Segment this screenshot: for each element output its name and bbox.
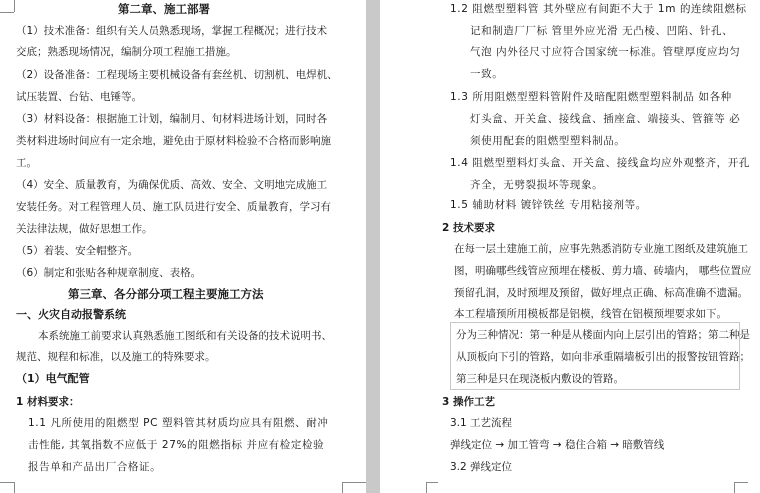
crop-mark: [14, 482, 15, 493]
paragraph-line: 1.5 辅助材料 镀锌铁丝 专用粘接剂等。: [450, 199, 647, 211]
document-page-right: [380, 0, 760, 493]
paragraph-line: 规范、规程和标准，以及施工的特殊要求。: [16, 351, 216, 363]
paragraph-line: 气泡 内外径尺寸应符合国家统一标准。管壁厚度应均匀: [470, 46, 741, 58]
paragraph-line: 图，明确哪些线管应预埋在楼板、剪力墙、砖墙内， 哪些位置应: [454, 265, 752, 277]
paragraph-line: 关法律法规，做好思想工作。: [16, 223, 153, 235]
paragraph-line: （6）制定和张贴各种规章制度、表格。: [16, 267, 202, 279]
paragraph-line: 从顶板向下引的管路，如向非承重隔墙板引出的报警按钮管路；: [456, 351, 750, 363]
crop-mark: [734, 482, 748, 483]
paragraph-line: 1.1 凡所使用的阻燃型 PC 塑料管其材质均应具有阻燃、耐冲: [28, 417, 329, 429]
paragraph-line: 工。: [16, 157, 37, 169]
page-gap: [366, 0, 380, 493]
process-flow: 弹线定位 → 加工管弯 → 稳住合箱 → 暗敷管线: [450, 439, 665, 451]
paragraph-line: 本工程墙预所用模板都是铝模，线管在铝模预埋要求如下。: [454, 308, 727, 320]
paragraph-line: 一致。: [470, 68, 504, 80]
paragraph-line: 须使用配套的阻燃型塑料制品。: [470, 135, 626, 147]
chapter-heading: 第二章、施工部署: [118, 2, 210, 16]
paragraph-line: 齐全，无劈裂损坏等现象。: [470, 179, 604, 191]
crop-mark: [426, 482, 438, 483]
paragraph-line: 击性能, 其氧指数不应低于 27%的阻燃指标 并应有检定检验: [28, 439, 325, 451]
paragraph-line: 1.3 所用阻燃型塑料管附件及暗配阻燃型塑料制品 如各种: [450, 91, 732, 103]
section-heading: 一、火灾自动报警系统: [16, 308, 126, 321]
crop-mark: [0, 12, 14, 22]
crop-mark: [0, 482, 14, 483]
crop-mark: [426, 482, 427, 493]
paragraph-line: 记和制造厂厂标 管里外应光滑 无凸棱、凹陷、针孔、: [470, 25, 734, 37]
paragraph-line: 类材料进场时间应有一定余地，避免由于原材料检验不合格而影响施: [16, 135, 331, 147]
paragraph-line: （1）技术准备：组织有关人员熟悉现场，掌握工程概况；进行技术: [16, 25, 328, 37]
paragraph-line: 安装任务。对工程管理人员、施工队员进行安全、质量教育，学习有: [16, 201, 331, 213]
paragraph-line: 灯头盒、开关盒、接线盒、插座盒、端接头、管箍等 必: [470, 113, 741, 125]
paragraph-line: （5）着装、安全帽整齐。: [16, 245, 139, 257]
subsection-heading: 3 操作工艺: [442, 396, 495, 408]
subsection-heading: （1）电气配管: [16, 372, 90, 385]
paragraph-line: 3.1 工艺流程: [450, 417, 513, 429]
paragraph-line: 交底；熟悉现场情况，编制分项工程施工措施。: [16, 46, 237, 58]
crop-mark: [734, 482, 735, 493]
paragraph-line: 本系统施工前要求认真熟悉施工图纸和有关设备的技术说明书、: [38, 330, 332, 342]
paragraph-line: 在每一层土建施工前，应事先熟悉消防专业施工图纸及建筑施工: [454, 243, 748, 255]
paragraph-line: 报告单和产品出厂合格证。: [28, 461, 162, 473]
crop-mark: [342, 482, 366, 483]
crop-mark: [14, 0, 15, 12]
paragraph-line: 预留孔洞，及时预埋及预留，做好埋点正确、标高准确不遗漏。: [454, 287, 748, 299]
paragraph-line: 1.2 阻燃型塑料管 其外壁应有间距不大于 1m 的连续阻燃标: [450, 3, 747, 15]
paragraph-line: 试压装置、台钻、电锤等。: [16, 91, 142, 103]
paragraph-line: 分为三种情况：第一种是从楼面内向上层引出的管路；第二种是: [456, 329, 750, 341]
crop-mark: [342, 482, 343, 493]
paragraph-line: （4）安全、质量教育，为确保优质、高效、安全、文明地完成施工: [16, 179, 328, 191]
paragraph-line: 1.4 阻燃型塑料灯头盒、开关盒、接线盒均应外观整齐，开孔: [450, 157, 750, 169]
paragraph-line: （2）设备准备：工程现场主要机械设备有套丝机、切割机、电焊机、: [16, 69, 338, 81]
paragraph-line: 第三种是只在现浇板内敷设的管路。: [456, 373, 624, 385]
subsection-heading: 1 材料要求：: [16, 396, 80, 408]
paragraph-line: （3）材料设备：根据施工计划，编制月、旬材料进场计划，同时各: [16, 113, 328, 125]
subsection-heading: 2 技术要求: [442, 222, 495, 234]
chapter-heading: 第三章、各分部分项工程主要施工方法: [68, 287, 264, 301]
document-page-left: [0, 0, 366, 493]
paragraph-line: 3.2 弹线定位: [450, 461, 513, 473]
